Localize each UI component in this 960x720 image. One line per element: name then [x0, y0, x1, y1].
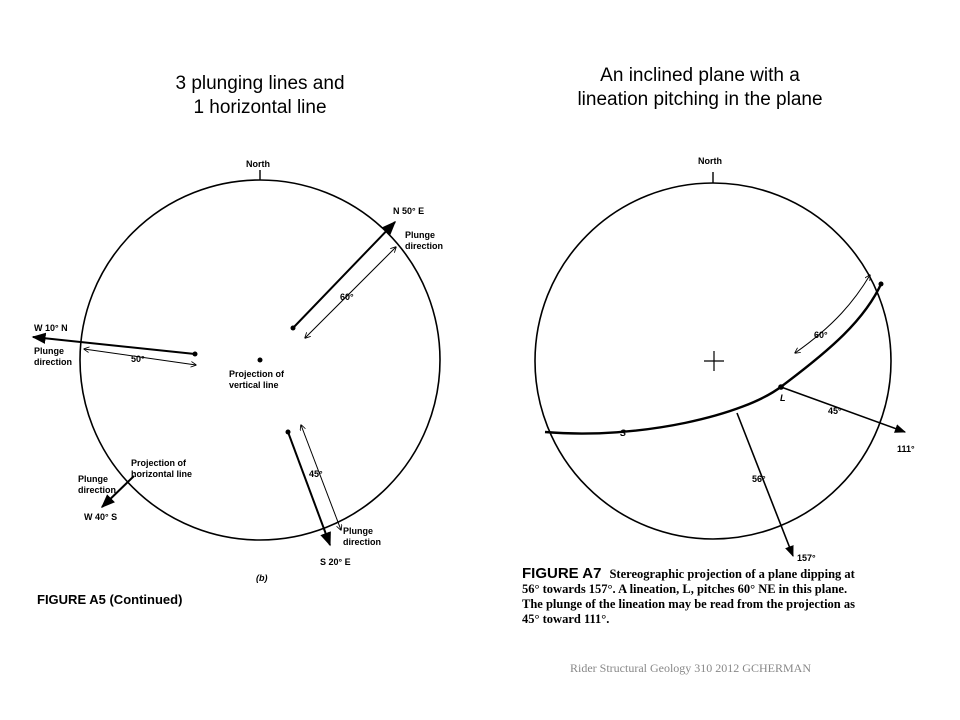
right-title-line-2: lineation pitching in the plane	[577, 89, 823, 110]
figure-a7-caption	[522, 566, 932, 627]
label-n50e: N 50° E	[393, 206, 425, 216]
left-stereonet	[33, 159, 443, 607]
footer-credit: Rider Structural Geology 310 2012 GCHERMAN	[570, 661, 811, 675]
panel-b-label: (b)	[256, 573, 268, 583]
label-lineation-l: L	[780, 393, 786, 403]
label-plunge-4b: direction	[343, 537, 382, 547]
plunge-point-w10n	[193, 352, 198, 357]
pitch-start-point	[879, 282, 884, 287]
label-horizontal-a: Projection of	[131, 458, 187, 468]
label-az-157: 157°	[797, 553, 816, 563]
label-plunge-3a: Plunge	[78, 474, 109, 484]
label-s20e: S 20° E	[320, 557, 351, 567]
caption-text-1: Stereographic projection of a plane dipping at	[609, 567, 855, 581]
caption-line-4: 45° toward 111°.	[522, 612, 610, 626]
left-title-line-1: 3 plunging lines and	[175, 73, 345, 94]
label-plunge-2a: Plunge	[34, 346, 65, 356]
caption-line-2: 56° towards 157°. A lineation, L, pitches 60° NE in this plane.	[522, 582, 848, 596]
north-label-right: North	[698, 156, 722, 166]
angle-label-50-left: 50°	[131, 354, 145, 364]
pitch-arrow-60	[795, 275, 870, 353]
label-plunge-3b: direction	[78, 485, 117, 495]
label-plunge-2b: direction	[34, 357, 73, 367]
caption-line-1	[522, 566, 932, 582]
angle-label-60-right: 60°	[814, 330, 828, 340]
angle-label-45-left: 45°	[309, 469, 323, 479]
label-plunge-1a: Plunge	[405, 230, 436, 240]
caption-figure-label: FIGURE A7	[522, 565, 602, 582]
angle-label-60-left: 60°	[340, 292, 354, 302]
plunge-line-n50e	[293, 222, 395, 328]
right-title-line-1: An inclined plane with a	[600, 65, 800, 86]
plunge-line-s20e	[288, 432, 330, 545]
plunge-point-s20e	[286, 430, 291, 435]
plunge-arrow-111	[781, 387, 905, 432]
label-plunge-4a: Plunge	[343, 526, 374, 536]
dip-arrow-157	[737, 413, 793, 556]
figure-a5-label: FIGURE A5 (Continued)	[37, 592, 183, 607]
plunge-point-n50e	[291, 326, 296, 331]
label-w10n: W 10° N	[34, 323, 68, 333]
label-plane-s: S	[620, 428, 627, 438]
label-plunge-1b: direction	[405, 241, 444, 251]
angle-label-56-right: 56°	[752, 474, 766, 484]
label-w40s: W 40° S	[84, 512, 118, 522]
caption-line-3: The plunge of the lineation may be read from the projection as	[522, 597, 855, 611]
right-stereonet	[535, 156, 915, 563]
north-label-left: North	[246, 159, 270, 169]
vertical-line-point	[258, 358, 263, 363]
angle-label-45-right: 45°	[828, 406, 842, 416]
label-az-111: 111°	[897, 444, 915, 454]
label-vertical-a: Projection of	[229, 369, 285, 379]
label-horizontal-b: horizontal line	[131, 469, 193, 479]
label-vertical-b: vertical line	[229, 380, 279, 390]
left-title-line-2: 1 horizontal line	[193, 97, 327, 118]
